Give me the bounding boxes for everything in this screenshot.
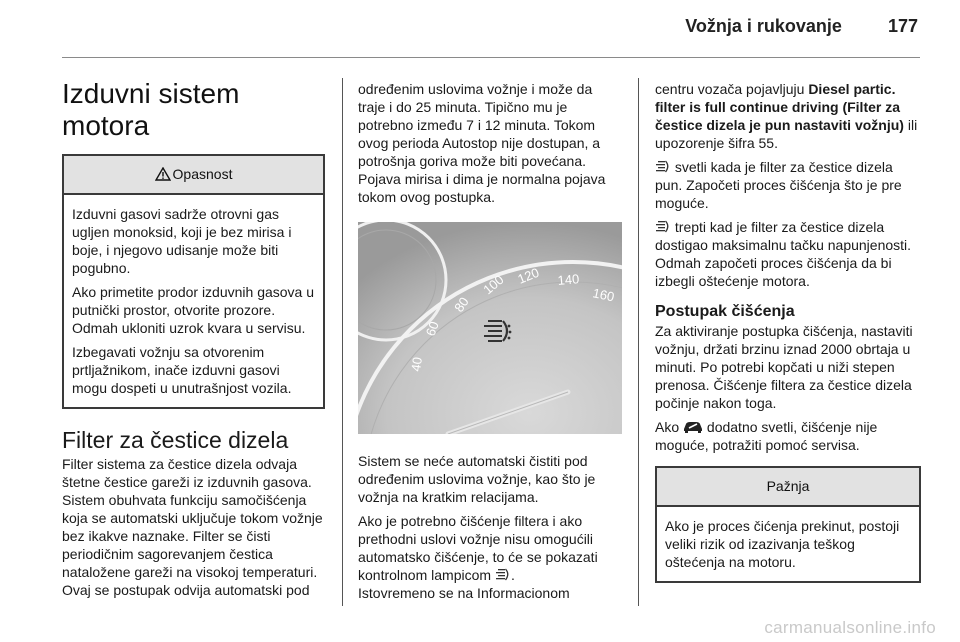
danger-label: Opasnost xyxy=(172,166,233,182)
column-3 xyxy=(655,80,921,601)
body-paragraph: Ako dodatno svetli, čišćenje nije moguće, potražiti pomoć servisa. xyxy=(655,419,878,453)
body-paragraph: određenim uslovima vožnje i može da traje i do 25 minuta. Tipično mu je potrebno između 7 i 12 minuta. Tokom ovog perioda Autostop nije dostupan, a potrošnja goriva može biti povećana. Pojava mirisa i dima je normalna pojava tokom ovog postupka. xyxy=(358,81,606,205)
page-header xyxy=(685,16,918,37)
body-paragraph: centru vozača pojavljuju Diesel partic. filter is full continue driving (Filter za čestice dizela je pun nastaviti vožnju) ili upozorenje šifra 55. xyxy=(655,81,918,151)
gauge-tick-label: 140 xyxy=(556,271,580,288)
danger-box xyxy=(62,154,325,409)
danger-box-body xyxy=(64,195,323,407)
header-rule xyxy=(62,57,920,58)
dpf-lamp-icon xyxy=(655,220,671,234)
gauge-tick-label: 40 xyxy=(408,356,425,373)
subsection-heading: Postupak čišćenja xyxy=(655,303,795,320)
instrument-cluster-image xyxy=(358,222,622,434)
body-paragraph: Sistem se neće automatski čistiti pod određenim uslovima vožnje, kao što je vožnja na kratkim relacijama. xyxy=(358,453,596,505)
danger-paragraph: Izbegavati vožnju sa otvorenim prtljažnikom, inače izduvni gasovi mogu dospeti u unutrašnjost vozila. xyxy=(72,344,292,396)
dpf-lamp-icon xyxy=(655,160,671,174)
dpf-paragraph: Filter sistema za čestice dizela odvaja štetne čestice gareži iz izduvnih gasova. Sistem obuhvata funkciju samočišćenja koja se automatski uključuje tokom vožnje bez ikakve naznake. Filter se čisti periodičnim sagorevanjem čestica nataložene gareži na visokoj temperaturi. Ovaj se postupak odvija automatski pod xyxy=(62,456,323,598)
gauge-tick-label: 80 xyxy=(451,294,472,315)
gauge-tick-label: 60 xyxy=(422,319,442,339)
body-paragraph: svetli kada je filter za čestice dizela pun. Započeti proces čišćenja što je pre moguće. xyxy=(655,159,902,211)
notice-text: Ako je proces čićenja prekinut, postoji veliki rizik od izazivanja teškog oštećenja na motoru. xyxy=(665,518,900,570)
subsection-heading: Filter za čestice dizela xyxy=(62,427,289,453)
service-vehicle-icon xyxy=(683,420,703,434)
warning-triangle-icon xyxy=(155,167,171,181)
page-number: 177 xyxy=(887,16,918,36)
notice-box-body xyxy=(657,507,919,581)
section-heading: Izduvni sistem motora xyxy=(62,78,240,141)
body-paragraph: Za aktiviranje postupka čišćenja, nastaviti vožnju, držati brzinu iznad 2000 obrtaja u minuti. Po potrebi kopčati u niži stepen prenosa. Čišćenje filtera za čestice dizela počinje nakon toga. xyxy=(655,323,913,411)
column-1 xyxy=(62,78,325,605)
column-divider xyxy=(342,78,343,606)
danger-box-header xyxy=(64,156,323,195)
danger-paragraph: Izduvni gasovi sadrže otrovni gas ugljen monoksid, koji je bez mirisa i boje, i njegovo udisanje može biti pogubno. xyxy=(72,206,292,276)
notice-box-header: Pažnja xyxy=(657,468,919,507)
watermark: carmanualsonline.info xyxy=(764,618,936,637)
body-paragraph: trepti kad je filter za čestice dizela dostigao maksimalnu tačku napunjenosti. Odmah započeti proces čišćenja da bi izbegli oštećenje motora. xyxy=(655,219,912,289)
column-2 xyxy=(358,80,622,608)
dpf-lamp-icon xyxy=(495,568,511,582)
gauge-tick-label: 160 xyxy=(591,285,616,305)
gauge-tick-label: 100 xyxy=(480,271,507,298)
column-divider xyxy=(638,78,639,606)
section-title: Vožnja i rukovanje xyxy=(685,16,842,36)
gauge-tick-label: 120 xyxy=(515,264,542,287)
danger-paragraph: Ako primetite prodor izduvnih gasova u putnički prostor, otvorite prozore. Odmah ukloniti uzrok kvara u servisu. xyxy=(72,284,315,336)
body-paragraph: Ako je potrebno čišćenje filtera i ako prethodni uslovi vožnje nisu omogućili automatsko čišćenje, to će se pokazati kontrolnom lampicom . Istovremeno se na Informacionom xyxy=(358,513,598,601)
notice-box xyxy=(655,466,921,583)
